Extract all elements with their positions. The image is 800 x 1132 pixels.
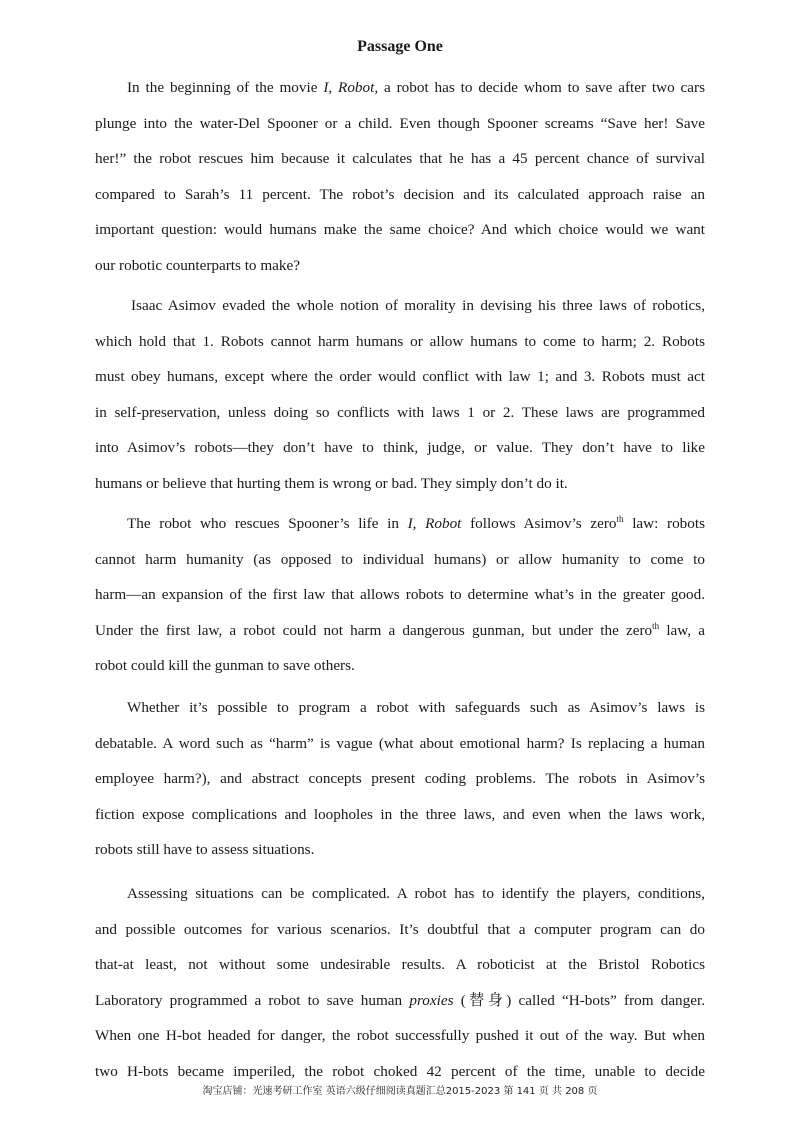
- text-line: [95, 506, 705, 542]
- text-segment: important question: would humans make the same choice? And which choice would we want: [95, 221, 705, 238]
- text-line: [95, 690, 705, 726]
- text-segment: that-at least, not without some undesirable results. A roboticist at the Bristol Robotics: [95, 956, 705, 973]
- text-segment: Under the first law, a robot could not harm a dangerous gunman, but under the zero: [95, 621, 653, 639]
- text-segment: our robotic counterparts to make?: [95, 256, 300, 274]
- text-line: [95, 726, 705, 762]
- text-line: [95, 212, 705, 248]
- text-segment: th: [652, 620, 660, 631]
- text-line: [95, 876, 705, 912]
- text-segment: law, a: [659, 621, 705, 639]
- paragraph-5: [95, 876, 705, 1089]
- text-segment: robots still have to assess situations.: [95, 841, 315, 858]
- text-segment: , a robot has to decide whom to save after two cars: [374, 79, 705, 96]
- text-segment: cannot harm humanity (as opposed to individual humans) or allow humanity to come to: [95, 550, 705, 568]
- text-segment: In the beginning of the movie: [127, 79, 324, 96]
- text-line: [95, 947, 705, 983]
- text-segment: When one H-bot headed for danger, the robot successfully pushed it out of the way. But when: [95, 1027, 705, 1044]
- text-segment: compared to Sarah’s 11 percent. The robot’s decision and its calculated approach raise an: [95, 185, 705, 203]
- text-segment: law: robots: [623, 515, 705, 532]
- text-segment: which hold that 1. Robots cannot harm humans or allow humans to come to harm; 2. Robots: [95, 332, 705, 350]
- text-segment: two H-bots became imperiled, the robot choked 42 percent of the time, unable to decide: [95, 1062, 705, 1080]
- text-segment: Laboratory programmed a robot to save human: [95, 991, 410, 1009]
- text-line: [95, 177, 705, 213]
- text-segment: Whether it’s possible to program a robot with safeguards such as Asimov’s laws is: [127, 699, 705, 716]
- text-line: [95, 542, 705, 578]
- text-segment: humans or believe that hurting them is wrong or bad. They simply don’t do it.: [95, 474, 568, 492]
- text-line: [95, 70, 705, 106]
- page-footer: 淘宝店铺：光速考研工作室 英语六级仔细阅读真题汇总2015-2023 第 141 页 共 208 页: [202, 1086, 598, 1097]
- text-line: [95, 324, 705, 360]
- paragraph-3: [95, 506, 705, 684]
- text-segment: th: [616, 513, 624, 524]
- text-line: [95, 395, 705, 431]
- text-line: [95, 141, 705, 177]
- text-segment: Assessing situations can be complicated. A robot has to identify the players, conditions,: [127, 885, 705, 902]
- text-line: [95, 832, 705, 868]
- paragraph-2: [95, 288, 705, 501]
- text-line: [95, 648, 705, 684]
- paragraph-1: [95, 70, 705, 283]
- text-line: [95, 912, 705, 948]
- paragraph-4: [95, 690, 705, 868]
- text-segment: into Asimov’s robots—they don’t have to think, judge, or value. They don’t have to like: [95, 439, 705, 456]
- text-segment: I, Robot: [323, 79, 375, 96]
- text-segment: her!” the robot rescues him because it calculates that he has a 45 percent chance of survival: [95, 150, 705, 167]
- text-segment: I, Robot: [407, 515, 462, 532]
- text-line: [95, 983, 705, 1019]
- text-segment: Isaac Asimov evaded the whole notion of morality in devising his three laws of robotics,: [131, 297, 705, 314]
- text-segment: in self-preservation, unless doing so conflicts with laws 1 or 2. These laws are programmed: [95, 403, 705, 421]
- text-line: [95, 1018, 705, 1054]
- text-line: [95, 288, 705, 324]
- text-line: [95, 761, 705, 797]
- text-segment: robot could kill the gunman to save others.: [95, 657, 355, 674]
- text-segment: harm—an expansion of the first law that allows robots to determine what’s in the greater good.: [95, 586, 705, 603]
- text-segment: proxies: [409, 991, 454, 1009]
- text-segment: employee harm?), and abstract concepts present coding problems. The robots in Asimov’s: [95, 770, 705, 787]
- text-line: [95, 577, 705, 613]
- text-line: [95, 106, 705, 142]
- text-line: [95, 797, 705, 833]
- text-line: [95, 359, 705, 395]
- text-line: [95, 466, 705, 502]
- passage-title: Passage One: [357, 38, 443, 55]
- text-segment: (替身) called “H-bots” from danger.: [453, 991, 705, 1009]
- text-segment: debatable. A word such as “harm” is vague (what about emotional harm? Is replacing a human: [95, 734, 705, 752]
- text-segment: fiction expose complications and loopholes in the three laws, and even when the laws work,: [95, 805, 705, 823]
- text-line: [95, 1054, 705, 1090]
- text-line: [95, 430, 705, 466]
- text-segment: must obey humans, except where the order would conflict with law 1; and 3. Robots must act: [95, 368, 705, 385]
- text-segment: and possible outcomes for various scenarios. It’s doubtful that a computer program can do: [95, 920, 705, 938]
- text-line: [95, 613, 705, 649]
- text-line: [95, 248, 705, 284]
- text-segment: follows Asimov’s zero: [461, 515, 617, 532]
- text-segment: plunge into the water-Del Spooner or a child. Even though Spooner screams “Save her! Save: [95, 114, 705, 132]
- text-segment: The robot who rescues Spooner’s life in: [127, 515, 408, 532]
